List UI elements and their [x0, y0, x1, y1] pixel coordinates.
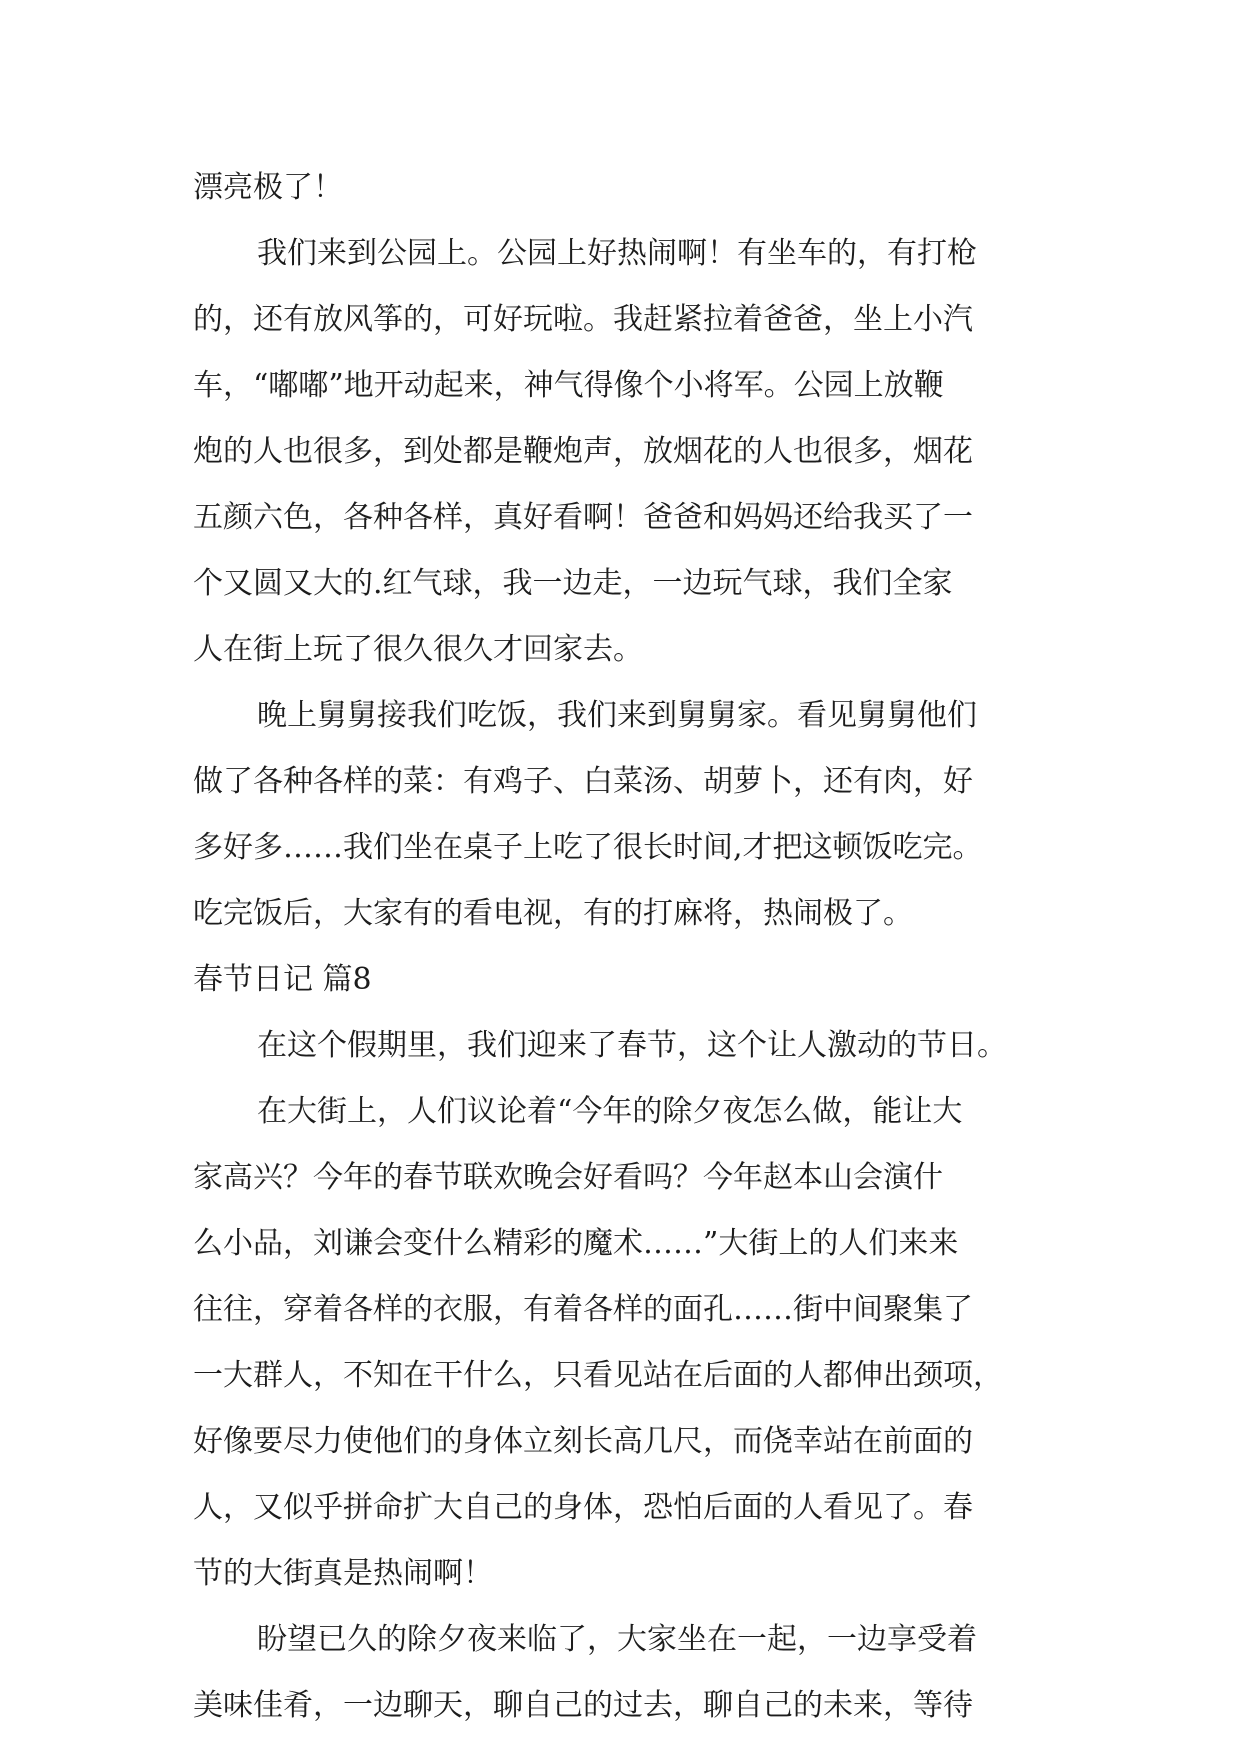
- text-line: 节的大街真是热闹啊！: [193, 1556, 493, 1591]
- text-line: 车，“嘟嘟”地开动起来，神气得像个小将军。公园上放鞭: [193, 368, 944, 403]
- text-line: 炮的人也很多，到处都是鞭炮声，放烟花的人也很多，烟花: [193, 434, 973, 469]
- document-body: [193, 155, 1063, 1739]
- text-line: 人，又似乎拼命扩大自己的身体，恐怕后面的人看见了。春: [193, 1490, 973, 1525]
- text-line: 的，还有放风筝的，可好玩啦。我赶紧拉着爸爸，坐上小汽: [193, 302, 973, 337]
- text-line: 做了各种各样的菜：有鸡子、白菜汤、胡萝卜，还有肉，好: [193, 764, 973, 799]
- text-line: 五颜六色，各种各样，真好看啊！爸爸和妈妈还给我买了一: [193, 500, 973, 535]
- text-line: 一大群人，不知在干什么，只看见站在后面的人都伸出颈项，: [193, 1358, 1003, 1393]
- text-line: 好像要尽力使他们的身体立刻长高几尺，而侥幸站在前面的: [193, 1424, 973, 1459]
- text-line: 家高兴？今年的春节联欢晚会好看吗？今年赵本山会演什: [193, 1160, 943, 1195]
- text-line: 往往，穿着各样的衣服，有着各样的面孔……街中间聚集了: [193, 1292, 973, 1327]
- text-line: 漂亮极了！: [193, 170, 343, 205]
- paragraph-start-line: 盼望已久的除夕夜来临了，大家坐在一起，一边享受着: [257, 1622, 977, 1657]
- paragraph-start-line: 我们来到公园上。公园上好热闹啊！有坐车的，有打枪: [257, 236, 977, 271]
- text-line: 多好多……我们坐在桌子上吃了很长时间,才把这顿饭吃完。: [193, 830, 983, 865]
- text-line: 美味佳肴，一边聊天，聊自己的过去，聊自己的未来，等待: [193, 1688, 973, 1723]
- section-heading: 春节日记 篇8: [193, 962, 372, 997]
- text-line: 么小品，刘谦会变什么精彩的魔术……”大街上的人们来来: [193, 1226, 959, 1261]
- text-line: 人在街上玩了很久很久才回家去。: [193, 632, 643, 667]
- paragraph-start-line: 在大街上，人们议论着“今年的除夕夜怎么做，能让大: [257, 1094, 963, 1129]
- paragraph-start-line: 在这个假期里，我们迎来了春节，这个让人激动的节日。: [257, 1028, 1007, 1063]
- text-line: 个又圆又大的.红气球，我一边走，一边玩气球，我们全家: [193, 566, 953, 601]
- text-line: 吃完饭后，大家有的看电视，有的打麻将，热闹极了。: [193, 896, 913, 931]
- paragraph-start-line: 晚上舅舅接我们吃饭，我们来到舅舅家。看见舅舅他们: [257, 698, 977, 733]
